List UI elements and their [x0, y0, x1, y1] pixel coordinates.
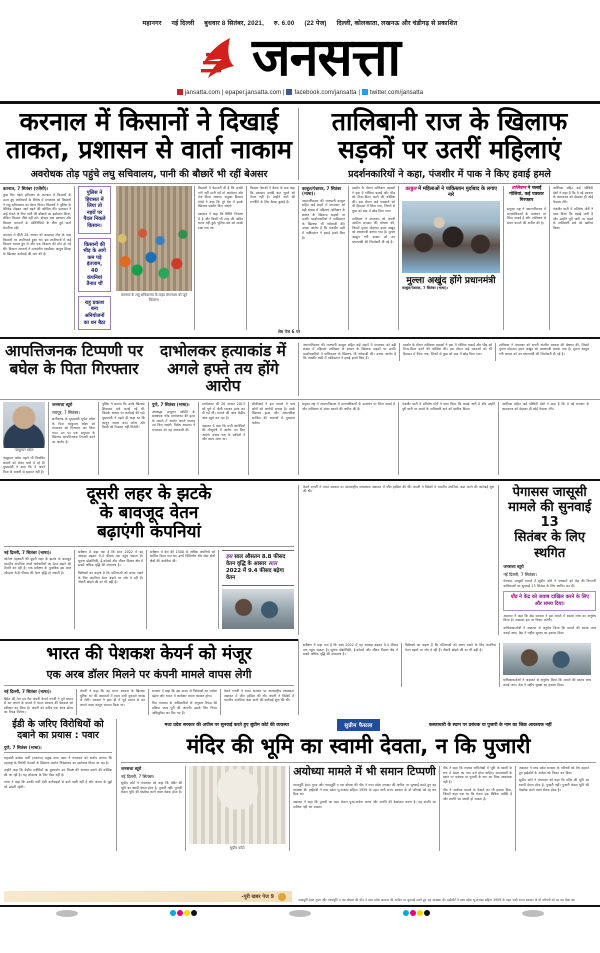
salary-inset-emphasis-2: साल: [268, 560, 277, 567]
dabholkar-text-col-2: [198, 402, 248, 474]
kabul-photo-caption: [402, 186, 500, 199]
lead-right-body-1: अफगानिस्तान की राजधानी काबुल सहित कई शहरों में मंगलवार को बड़ी संख्या में महिलाएं तालिबान के शासन के खिलाफ सड़कों पर उतरीं। प्रदर्शनकारियों ने पाकिस्तान के खिलाफ भी नारेबाजी की। उनका आरोप है कि पंजशीर घाटी में पाकिस्तान ने हवाई हमले किए हैं।: [302, 198, 345, 240]
afghan-followup-col-3: [495, 343, 589, 361]
edition-price: रु. 6.00: [273, 20, 295, 27]
edition-city: नई दिल्ली: [171, 20, 195, 27]
lead-left-headline-line1: करनाल में किसानों ने दिखाई: [19, 107, 279, 136]
pegasus-byline: जनसत्ता ब्यूरो: [503, 564, 524, 570]
afghan-followup-col-2: [399, 343, 495, 361]
facebook-icon: [286, 89, 292, 95]
footer-tail-col: [292, 898, 596, 902]
kabul-caption-text: में महिलाओं ने पाकिस्तान मुर्दाबाद के लगाए नारे: [418, 186, 498, 199]
afghan-followup-body-3: तालिबान ने मंगलवार को अपनी अंतरिम सरकार की घोषणा की, जिसमें मुल्ला मोहम्मद हसन अखुंद को प्रधानमंत्री बनाया गया है। मुल्ला अब्दुल गनी बरादर को उप प्रधानमंत्री की जिम्मेदारी दी गई है।: [499, 342, 589, 356]
bagel-headline-line1: आपत्तिजनक टिप्पणी पर: [5, 341, 143, 360]
salary-body-1: कोरोना महामारी की दूसरी लहर के झटके के बावजूद भारतीय कंपनियां अपने कर्मचारियों का वेतन बढ़ाने की तैयारी कर रही हैं। एक सर्वेक्षण के मुताबिक इस साल औसतन 8.8 फीसद की वेतन वृद्धि हो सकती है।: [4, 557, 71, 575]
dabholkar-byline: पुणे, 7 सितंबर (भाषा)।: [152, 402, 190, 408]
afghan-followup-col-1: [303, 343, 399, 361]
pawar-headline-line2: दबाने का प्रयास : पवार: [17, 730, 99, 742]
bagel-headline-line2: बघेल के पिता गिरफ्तार: [9, 359, 139, 378]
afghan-followup-cols: [303, 343, 596, 361]
afghan-followup-body-1: अफगानिस्तान की राजधानी काबुल सहित कई शहरों में मंगलवार को बड़ी संख्या में महिलाएं तालिबान के शासन के खिलाफ सड़कों पर उतरीं। प्रदर्शनकारियों ने पाकिस्तान के खिलाफ भी नारेबाजी की। उनका आरोप है कि पंजशीर घाटी में पाकिस्तान ने हवाई हमले किए हैं।: [303, 342, 396, 361]
salary-text-col-3: [146, 550, 218, 629]
salary-headline-line2: के बावजूद वेतन: [99, 502, 199, 523]
masthead-logo-row: [0, 29, 600, 87]
jansatta-seal-icon: [278, 893, 286, 901]
lead-left-pullquote-3: राहु प्रकाश बना अनियोजनों का धन बैठा: [78, 296, 111, 330]
pawar-body-2: उन्होंने कहा कि केंद्रीय एजेंसियों का दुरुपयोग कर विपक्ष की आवाज दबाने की कोशिश की जा रही है। यह लोकतंत्र के लिए ठीक नहीं है।: [4, 768, 112, 777]
bagel-text-col-2: [98, 402, 148, 474]
temple-kicker-right: कब्जाधारी के स्थान पर प्रबंधक या पुजारी के नाम का जिक्र आवश्यक नहीं: [429, 723, 552, 729]
cyan-dot-icon-2: [403, 910, 409, 916]
cairn-body-3: सरकार ने कहा कि इस कदम से निवेशकों का भरोसा बढ़ेगा और भारत में कारोबार करना आसान होगा।: [152, 689, 217, 698]
salary-inset-line-4: बढ़ेगा वेतन: [226, 567, 284, 581]
salary-text-col-2: [74, 550, 146, 629]
masthead-title: जनसत्ता: [252, 28, 400, 88]
temple-block: [116, 719, 600, 851]
pegasus-lower-body-1: सर्वेक्षण में कहा गया है कि साल 2022 में यह आंकड़ा बढ़कर 9.4 फीसद तक पहुंच सकता है। सूचना प्रौद्योगिकी, ई-कॉमर्स और जीवन विज्ञान क्षेत्र में सबसे अधिक वृद्धि की संभावना है।: [303, 643, 398, 657]
cairn-body-2: कंपनी ने कहा कि वह भारत सरकार के खिलाफ दुनिया भर की अदालतों में दायर सभी मुकदमे वापस ले लेगी। सरकार ने हाल ही में पूर्व प्रभाव से कर लगाने वाला कानून समाप्त किया था।: [80, 689, 145, 707]
cairn-body-1: ब्रिटेन की तेल एवं गैस कंपनी केयर्न एनर्जी ने पूर्व प्रभाव से कर लगाने के मामले में भारत सरकार की पेशकश को स्वीकार कर लिया है। कंपनी को करीब एक अरब डॉलर का रिफंड मिलेगा।: [4, 696, 73, 715]
salary-headline-line3: बढ़ाएंगी कंपनियां: [97, 521, 201, 542]
temple-body-6: अदालत ने मध्य प्रदेश सरकार के परिपत्रों को वैध ठहराते हुए हाईकोर्ट के आदेश को निरस्त कर दिया।: [519, 766, 589, 775]
pegasus-lower-col-1: [303, 643, 401, 687]
temple-photo-col: [185, 766, 289, 851]
afghan-extra-body-1: संयुक्त राष्ट्र ने अफगानिस्तान में मानवाधिकारों के उल्लंघन पर चिंता जताई है और तालिबान से संयम बरतने की अपील की है।: [302, 402, 395, 411]
jansatta-flame-logo-icon: [200, 36, 246, 80]
edition-date: बुधवार 8 सितंबर, 2021,: [204, 20, 264, 27]
salary-pegasus-band: [0, 479, 600, 636]
cairn-subhead: एक अरब डॉलर मिलने पर कंपनी मामले वापस लेगी: [46, 668, 252, 682]
lead-right-headline-line2: सड़कों पर उतरीं महिलाएं: [337, 135, 562, 164]
lead-right-photo-block: [398, 186, 503, 330]
lead-body-band: [0, 183, 600, 330]
lead-right-body-6: पंजशीर घाटी में प्रतिरोध मोर्चे ने दावा किया कि लड़ाई जारी है और उन्होंने पूरी घाटी पर कब्जे के तालिबानी दावे को खारिज किया।: [553, 207, 593, 230]
pegasus-body-3: याचिकाकर्ताओं ने अदालत से अनुरोध किया कि मामले की स्वतंत्र जांच कराई जाए। केंद्र ने राष्ट्रीय सुरक्षा का हवाला दिया।: [503, 625, 596, 635]
pegasus-pullquote-emphasis: पीठ: [510, 594, 518, 601]
lead-left-photo-block: [114, 186, 194, 330]
edition-published-from: दिल्ली, कोलकाता, लखनऊ और चंडीगढ़ से प्रकाशित: [336, 20, 458, 27]
lead-right-body-3: तालिबान ने मंगलवार को अपनी अंतरिम सरकार की घोषणा की, जिसमें मुल्ला मोहम्मद हसन अखुंद को प्रधानमंत्री बनाया गया है। मुल्ला अब्दुल गनी बरादर को उप प्रधानमंत्री की जिम्मेदारी दी गई है।: [352, 216, 395, 244]
lead-right-text-col-2: [348, 186, 398, 330]
kabul-women-protest-photo: [402, 201, 500, 273]
reg-oval-3: [522, 910, 544, 917]
pegasus-left-filler: [303, 485, 498, 636]
pegasus-pullquote: [503, 591, 596, 611]
taliban-pm-subhead: मुल्ला अखुंद होंगे प्रधानमंत्री: [406, 275, 496, 286]
lead-left-headline-line2: ताकत, प्रशासन से वार्ता नाकाम: [6, 135, 292, 164]
reg-oval-1: [56, 910, 78, 917]
salary-body-cols: [4, 546, 294, 629]
cairn-text-col-2: [76, 689, 148, 715]
dabholkar-headline-line1: दाभोलकर हत्याकांड में: [160, 341, 286, 360]
bagel-place: रायपुर, 7 सितंबर।: [52, 409, 80, 415]
magenta-dot-icon: [177, 910, 183, 916]
salary-byline: नई दिल्ली, 7 सितंबर (भाषा)।: [4, 549, 52, 555]
afghan-extra-body-3: अमेरिका सहित कई पश्चिमी देशों ने कहा है कि वे नई सरकार के कामकाज को देखकर ही कोई फैसला लेंगे।: [502, 402, 589, 411]
weblink-sep-2: |: [282, 90, 285, 96]
taliban-kicker-emphasis: तालिबान: [511, 186, 527, 191]
salary-headline-line1: दूसरी लहर के झटके: [86, 483, 212, 504]
temple-sub-col: [289, 766, 439, 851]
lead-left-body-3: किसानों ने चेतावनी दी है कि उनकी मांगें नहीं मानी गईं तो आंदोलन और तेज किया जाएगा। संयुक्त किसान मोर्चा ने कहा कि पूरे देश में इसके खिलाफ प्रदर्शन किए जाएंगे।: [198, 186, 243, 209]
lead-left-pullquote-1: पुलिस ने हिरासत में लिया तो नहरों पर पैदल निकले किसान।: [78, 186, 111, 234]
salary-inset-line-2: वेतन वृद्धि के आसार: [226, 560, 267, 567]
link-twitter[interactable]: twitter.com/jansatta: [369, 90, 424, 96]
cyan-dot-icon: [170, 910, 176, 916]
pegasus-headline-line1: पेगासस जासूसी: [512, 484, 587, 500]
lead-left-pullquote-2: किसानों की भीड़ के आगे कम पड़े इंतजाम, 40 कंपनियां तैनात थीं: [78, 238, 111, 292]
dabholkar-text-col-1: [148, 402, 198, 474]
kabul-caption-emphasis: काबुल: [404, 186, 417, 192]
pegasus-headline-line2: मामले की सुनवाई 13: [508, 499, 592, 531]
temple-body-3: पीठ ने कहा कि राजस्व अभिलेखों में भूमि के स्वामी के रूप में देवता का नाम दर्ज होना चाहिए। कब्जाधारी के स्थान पर प्रबंधक या पुजारी के नाम का जिक्र आवश्यक नहीं है।: [443, 766, 512, 785]
dabholkar-body-3: अदालत ने कहा कि सभी आरोपियों की मौजूदगी में आरोप तय किए जाएंगे। बचाव पक्ष के वकीलों ने और समय मांगा था।: [202, 423, 245, 442]
masthead-divider: [0, 101, 600, 104]
temple-body-5: पीठ ने अयोध्या मामले के फैसले का भी हवाला दिया, जिसमें कहा गया था कि देवता एक विधिक व्यक्ति है और संपत्ति का स्वामी हो सकता है।: [443, 787, 512, 801]
cairn-byline: नई दिल्ली, 7 सितंबर (भाषा)।: [4, 689, 52, 695]
reg-oval-2: [289, 910, 311, 917]
footer-note-col: [4, 891, 292, 902]
masthead-dateline: [0, 18, 600, 27]
page-footer: [0, 891, 600, 919]
lead-left-body-5: किसान नेताओं ने बैठक के बाद कहा कि प्रशासन उनकी बात सुनने को तैयार नहीं है। उन्होंने आगे की रणनीति के लिए बैठक बुलाई है।: [250, 186, 295, 204]
bagel-photo-col: [0, 402, 48, 474]
pegasus-lower-col-3: [499, 643, 591, 687]
cairn-band: [0, 639, 600, 715]
lead-right-headline-block: [298, 108, 600, 180]
lead-left-body-4: प्रशासन ने कहा कि स्थिति नियंत्रण में है और किसी भी तरह की अप्रिय घटना नहीं हुई। पुलिस बल को सतर्क रखा गया था।: [198, 211, 243, 230]
supreme-court-photo: [189, 766, 286, 844]
lead-left-pullquote-col: [74, 186, 114, 330]
pegasus-lower-body-3: याचिकाकर्ताओं ने अदालत से अनुरोध किया कि मामले की स्वतंत्र जांच कराई जाए। केंद्र ने राष्ट्रीय सुरक्षा का हवाला दिया।: [503, 678, 591, 687]
salary-inset-line-1: साल औसतन 8.8 फीसद: [234, 553, 286, 560]
weblink-sep-1: |: [221, 90, 224, 96]
pegasus-lower-col-2: [401, 643, 499, 687]
salary-inset-box: [222, 550, 294, 586]
supreme-court-photo-caption: सुप्रीम कोर्ट।: [229, 846, 246, 851]
lead-right-body-5: अमेरिका सहित कई पश्चिमी देशों ने कहा है कि वे नई सरकार के कामकाज को देखकर ही कोई फैसला लेंगे।: [553, 186, 593, 204]
pegasus-pullquote-text: ने केंद्र को जवाब दाखिल करने के लिए और समय दिया।: [519, 594, 590, 607]
dabholkar-headline-block: [148, 343, 298, 396]
afghan-extra-col-1: [298, 402, 398, 474]
pawar-block: [0, 719, 116, 851]
supreme-verdict-badge: सुप्रीम फैसला: [337, 719, 379, 731]
temple-text-col-3: [439, 766, 515, 851]
cairn-body-cols: [4, 685, 294, 715]
temple-place: नई दिल्ली, 7 सितंबर।: [121, 773, 155, 779]
bagel-body-1: छत्तीसगढ़ के मुख्यमंत्री भूपेश बघेल के पिता नंदकुमार बघेल को मंगलवार को गिरफ्तार कर लिया गया। उन पर एक समुदाय के खिलाफ आपत्तिजनक टिप्पणी करने का आरोप है।: [52, 416, 95, 444]
cairn-text-col-3: [148, 689, 220, 715]
bagel-photo-caption: नंदकुमार बघेल: [14, 448, 34, 453]
lead-right-body-2: प्रदर्शन के दौरान तालिबान लड़ाकों ने हवा में गोलियां चलाईं और भीड़ को तितर-बितर करने की कोशिश की। इस दौरान कई पत्रकारों को भी हिरासत में लिया गया, जिनमें से कुछ को बाद में छोड़ दिया गया।: [352, 186, 396, 213]
salary-inset-col: [218, 550, 294, 629]
lead-left-text-col-2: [194, 186, 246, 330]
farmers-crowd-photo: [116, 186, 192, 291]
temple-body-cols: [121, 762, 596, 851]
cmyk-dots-2: [403, 910, 430, 916]
bagel-headline-block: [0, 343, 148, 396]
cairn-body-4: केयर्न एनर्जी ने भारत सरकार पर अंतरराष्ट्रीय मध्यस्थता अदालत में जीत हासिल की थी। कंपनी ने विदेशों में भारतीय संपत्तियां जब्त करने की कार्रवाई शुरू की थी।: [224, 689, 294, 703]
temple-body-2: न्यायमूर्ति हेमंत गुप्ता और न्यायमूर्ति ए एस बोपन्ना की पीठ ने मध्य प्रदेश सरकार की अपील पर सुनवाई करते हुए यह व्यवस्था दी। हाईकोर्ट ने मध्य प्रदेश भू-राजस्व संहिता 1959 के तहत जारी राज्य सरकार के दो परिपत्रों को रद्द कर दिया था।: [293, 783, 436, 797]
dabholkar-body-4: सीबीआई ने इस मामले में पांच लोगों को आरोपी बनाया है। उनके खिलाफ हत्या और आपराधिक साजिश की धाराओं में मुकदमा चलेगा।: [252, 402, 295, 425]
lead-right-text-col-1: [298, 186, 348, 330]
cairn-text-col-4: [220, 689, 294, 715]
lead-left-body-1: कुछ दिन पहले हरियाणा के करनाल में किसानों के ऊपर हुए लाठीचार्ज के विरोध में मंगलवार को किसानों ने लघु सचिवालय का घेराव किया। किसानों ने पुलिस के बैरिकेड तोड़कर आगे बढ़ने की कोशिश की। प्रशासन ने उन्हें रोकने के लिए पानी की बौछारों का इस्तेमाल किया, लेकिन किसान पीछे नहीं हटे। दोपहर बाद प्रशासन और किसान संगठनों के प्रतिनिधियों के बीच हुई वार्ता बेनतीजा रही।: [3, 193, 72, 230]
lead-left-subhead: अवरोधक तोड़ पहुंचे लघु सचिवालय, पानी की बौछारें भी रहीं बेअसर: [30, 169, 268, 180]
masthead: [0, 0, 600, 104]
salary-inset-emphasis-1: इस: [226, 553, 233, 560]
black-dot-icon-2: [424, 910, 430, 916]
footer-band: [0, 891, 600, 902]
taliban-kicker-text: ने चलाईं गोलियां, कई पत्रकार गिरफ्तार: [509, 186, 544, 203]
pegasus-lower-body-2: विशेषज्ञों का कहना है कि प्रतिभाओं को बनाए रखने के लिए कंपनियां वेतन बढ़ाने पर जोर दे रही हैं। नौकरी छोड़ने की दर भी बढ़ी है।: [405, 643, 496, 652]
pawar-body-3: पवार ने कहा कि उनकी पार्टी ऐसी कार्रवाइयों से डरने वाली नहीं है और जनता के मुद्दों को उठाती रहेगी।: [4, 780, 112, 789]
lead-right-text-col-4: [549, 186, 596, 330]
lead-right-subhead: प्रदर्शनकारियों ने कहा, पंजशीर में पाक ने किए हवाई हमले: [348, 169, 551, 180]
link-site[interactable]: jansatta.com: [184, 90, 221, 96]
registration-marks-row: [0, 907, 600, 919]
yellow-dot-icon: [184, 910, 190, 916]
farmers-photo-caption: करनाल के लघु सचिवालय के बाहर मंगलवार को जुटे किसान।: [120, 293, 188, 302]
pawar-temple-band: [0, 719, 600, 851]
bagel-body-3: नंदकुमार बघेल पहले भी विवादित बयानों को लेकर चर्चा में रहे हैं। मुख्यमंत्री ने कहा कि वे अपने पिता के बयानों से सहमत नहीं हैं।: [3, 456, 45, 474]
temple-byline: जनसत्ता ब्यूरो: [121, 766, 142, 772]
mid-body-band: [0, 399, 600, 474]
temple-body-4: अदालत ने कहा कि पुजारी का काम केवल पूजा-अर्चना करना और संपत्ति की देखभाल करना है। वह संपत्ति का मालिक नहीं बन सकता।: [293, 800, 436, 809]
temple-headline: मंदिर की भूमि का स्वामी देवता, न कि पुजारी: [186, 734, 531, 759]
weblink-sep-3: |: [358, 90, 361, 96]
magenta-dot-icon-2: [410, 910, 416, 916]
dabholkar-body-2: दाभोलकर की 20 अगस्त 2013 को पुणे में गोली मारकर हत्या कर दी गई थी। मामले की जांच केंद्रीय जांच ब्यूरो कर रहा है।: [202, 402, 245, 420]
dabholkar-text-col-3: [248, 402, 298, 474]
cairn-headline: भारत की पेशकश केयर्न को मंजूर: [46, 644, 252, 665]
salary-body-4: सर्वेक्षण में देश की 1500 से अधिक कंपनियों को शामिल किया गया था। इनमें विनिर्माण और सेवा दोनों क्षेत्रों की कंपनियां थीं।: [150, 549, 215, 563]
lead-left-text-col-3: [246, 186, 298, 330]
bagel-portrait-photo: [3, 402, 45, 448]
lead-left-headline-block: [0, 108, 298, 180]
salary-office-photo: [222, 589, 294, 629]
salary-block: [0, 485, 298, 636]
afghan-followup-body-2: प्रदर्शन के दौरान तालिबान लड़ाकों ने हवा में गोलियां चलाईं और भीड़ को तितर-बितर करने की कोशिश की। इस दौरान कई पत्रकारों को भी हिरासत में लिया गया, जिनमें से कुछ को बाद में छोड़ दिया गया।: [403, 342, 492, 356]
lead-headline-band: [0, 108, 600, 180]
pawar-byline: पुणे, 7 सितंबर (भाषा)।: [4, 745, 112, 753]
pegasus-place: नई दिल्ली, 7 सितंबर।: [503, 571, 537, 577]
lead-left-body-2: करनाल में बीती 28 अगस्त को बसताड़ा टोल के पास किसानों पर लाठीचार्ज हुआ था। इस लाठीचार्ज में कई किसान घायल हुए थे और एक किसान की मौत हो गई थी। किसान संगठनों ने तत्कालीन एसडीएम आयुष सिन्हा के खिलाफ कार्रवाई की मांग की है।: [3, 233, 71, 256]
cmyk-dots-1: [170, 910, 197, 916]
pegasus-block: [298, 485, 600, 636]
temple-body-1-dup: सुप्रीम कोर्ट ने मंगलवार को कहा कि मंदिर की भूमि का स्वामी देवता होता है, पुजारी नहीं। पुजारी केवल भूमि की देखरेख करने वाला सेवक होता है।: [519, 778, 589, 792]
dabholkar-headline-line2: अगले हफ्ते तय होंगे आरोप: [167, 359, 279, 396]
pegasus-headline-block: [498, 485, 596, 636]
dabholkar-body-1: अंधश्रद्धा उन्मूलन समिति के संस्थापक नरेंद्र दाभोलकर की हत्या के मामले में आरोप अगले सप्ताह तय किए जाएंगे। विशेष अदालत ने मंगलवार को यह जानकारी दी।: [152, 409, 195, 432]
pawar-body-1: राष्ट्रवादी कांग्रेस पार्टी (राकांपा) प्रमुख शरद पवार ने मंगलवार को आरोप लगाया कि महाराष्ट्र के विरोधी नेताओं के खिलाफ प्रवर्तन निदेशालय का इस्तेमाल किया जा रहा है।: [4, 755, 112, 765]
afghan-extra-body-2: पंजशीर घाटी में प्रतिरोध मोर्चे ने दावा किया कि लड़ाई जारी है और उन्होंने पूरी घाटी पर कब्जे के तालिबानी दावे को खारिज किया।: [402, 402, 495, 411]
jansatta-site-icon: [177, 89, 183, 95]
yellow-dot-icon-2: [417, 910, 423, 916]
lead-left-continue-text: शेष पेज 6 पर: [277, 329, 300, 335]
salary-inset-line-3: 2022 में 9.4 फीसद: [226, 567, 272, 574]
lead-right-place: काबुल/पेशावर, 7 सितंबर (भाषा)।: [402, 286, 449, 291]
afghan-extra-col-2: [398, 402, 498, 474]
pegasus-headline-line3: सितंबर के लिए स्थगित: [514, 530, 586, 561]
lead-right-headline-line1: तालिबानी राज के खिलाफ: [331, 107, 568, 136]
lead-left-continue-note: [4, 330, 300, 335]
pegasus-filler-body: केयर्न एनर्जी ने भारत सरकार पर अंतरराष्ट्रीय मध्यस्थता अदालत में जीत हासिल की थी। कंपनी ने विदेशों में भारतीय संपत्तियां जब्त करने की कार्रवाई शुरू की थी।: [303, 484, 495, 494]
link-epaper[interactable]: epaper.jansatta.com: [225, 90, 282, 96]
pegasus-body-1: पेगासस जासूसी मामले में सुप्रीम कोर्ट ने पत्रकारों को केंद्र की निगरानी याचिकाओं पर सुनवाई 13 सितंबर के लिए स्थगित कर दी।: [503, 578, 596, 588]
cairn-text-col-1: [4, 689, 76, 715]
temple-text-col-1: [121, 766, 185, 851]
bagel-text-col-1: [48, 402, 98, 474]
pegasus-body-2: अदालत ने कहा कि केंद्र सरकार ने इस मामले में स्वतंत्र जांच का अनुरोध किया है। अदालत इस पर विचार करेगी।: [503, 613, 596, 623]
cairn-body-5: वित्त मंत्रालय के अधिकारियों के अनुसार रिफंड की प्रक्रिया जल्द पूरी की जाएगी। इसके लिए नियम अधिसूचित कर दिए गए हैं।: [152, 701, 217, 715]
link-facebook[interactable]: facebook.com/jansatta: [294, 90, 357, 96]
taliban-firing-kicker: [507, 186, 546, 204]
masthead-weblinks: [0, 89, 600, 96]
footer-continue-note: -पूरी खबर पेज 9: [241, 893, 275, 900]
black-dot-icon: [191, 910, 197, 916]
pegasus-top-row: [303, 485, 596, 636]
lead-right-text-col-3: [503, 186, 549, 330]
bagel-body-2: पुलिस ने बताया कि उनके खिलाफ शिकायत दर्ज कराई गई थी, जिसके आधार पर कार्रवाई की गई। मुख्यमंत्री ने पहले ही कहा था कि कानून अपना काम करेगा और किसी को रियायत नहीं मिलेगी।: [102, 402, 145, 430]
afghan-extra-col-3: [498, 402, 592, 474]
salary-text-col-1: [4, 550, 74, 629]
pegasus-lower-cols: [303, 643, 596, 687]
temple-kicker-left: मध्य प्रदेश सरकार की अपील पर सुनवाई करते हुए सुप्रीम कोर्ट की व्यवस्था: [164, 723, 289, 729]
lead-continuation-strip: [0, 330, 600, 335]
footer-tail-text: न्यायमूर्ति हेमंत गुप्ता और न्यायमूर्ति ए एस बोपन्ना की पीठ ने मध्य प्रदेश सरकार की अपील पर सुनवाई करते हुए यह व्यवस्था दी। हाईकोर्ट ने मध्य प्रदेश भू-राजस्व संहिता 1959 के तहत जारी राज्य सरकार के दो परिपत्रों को रद्द कर दिया था।: [298, 897, 576, 902]
lead-right-body-4: संयुक्त राष्ट्र ने अफगानिस्तान में मानवाधिकारों के उल्लंघन पर चिंता जताई है और तालिबान से संयम बरतने की अपील की है।: [507, 207, 546, 225]
bagel-byline: जनसत्ता ब्यूरो: [52, 402, 73, 408]
salary-body-3: विशेषज्ञों का कहना है कि प्रतिभाओं को बनाए रखने के लिए कंपनियां वेतन बढ़ाने पर जोर दे रही हैं। नौकरी छोड़ने की दर भी बढ़ी है।: [78, 570, 143, 585]
afghan-followup-block: [298, 343, 600, 396]
lead-left-text-col-1: [0, 186, 74, 330]
lead-right-byline: काबुल/पेशावर, 7 सितंबर (भाषा)।: [302, 186, 342, 197]
twitter-icon: [362, 89, 368, 95]
lead-left-place: करनाल, 7 सितंबर (एजेंसी)।: [3, 186, 49, 191]
edition-label: महानगर: [142, 20, 162, 27]
salary-body-2: सर्वेक्षण में कहा गया है कि साल 2022 में यह आंकड़ा बढ़कर 9.4 फीसद तक पहुंच सकता है। सूचना प्रौद्योगिकी, ई-कॉमर्स और जीवन विज्ञान क्षेत्र में सबसे अधिक वृद्धि की संभावना है।: [78, 549, 143, 568]
edition-pages: (22 पेज): [304, 20, 327, 27]
pegasus-lower-block: [298, 639, 600, 715]
temple-kicker-bar: [121, 719, 596, 731]
temple-body-1: सुप्रीम कोर्ट ने मंगलवार को कहा कि मंदिर की भूमि का स्वामी देवता होता है, पुजारी नहीं। पुजारी केवल भूमि की देखरेख करने वाला सेवक होता है।: [121, 781, 182, 795]
pegasus-court-photo: [503, 643, 591, 675]
pawar-headline-line1: ईडी के जरिए विरोधियों को: [12, 719, 104, 731]
temple-text-col-4: [515, 766, 589, 851]
footer-continue-strip: [4, 891, 292, 902]
second-headline-band: [0, 337, 600, 396]
cairn-block: [0, 639, 298, 715]
temple-subhead: अयोध्या मामले में भी समान टिप्पणी: [293, 765, 436, 779]
